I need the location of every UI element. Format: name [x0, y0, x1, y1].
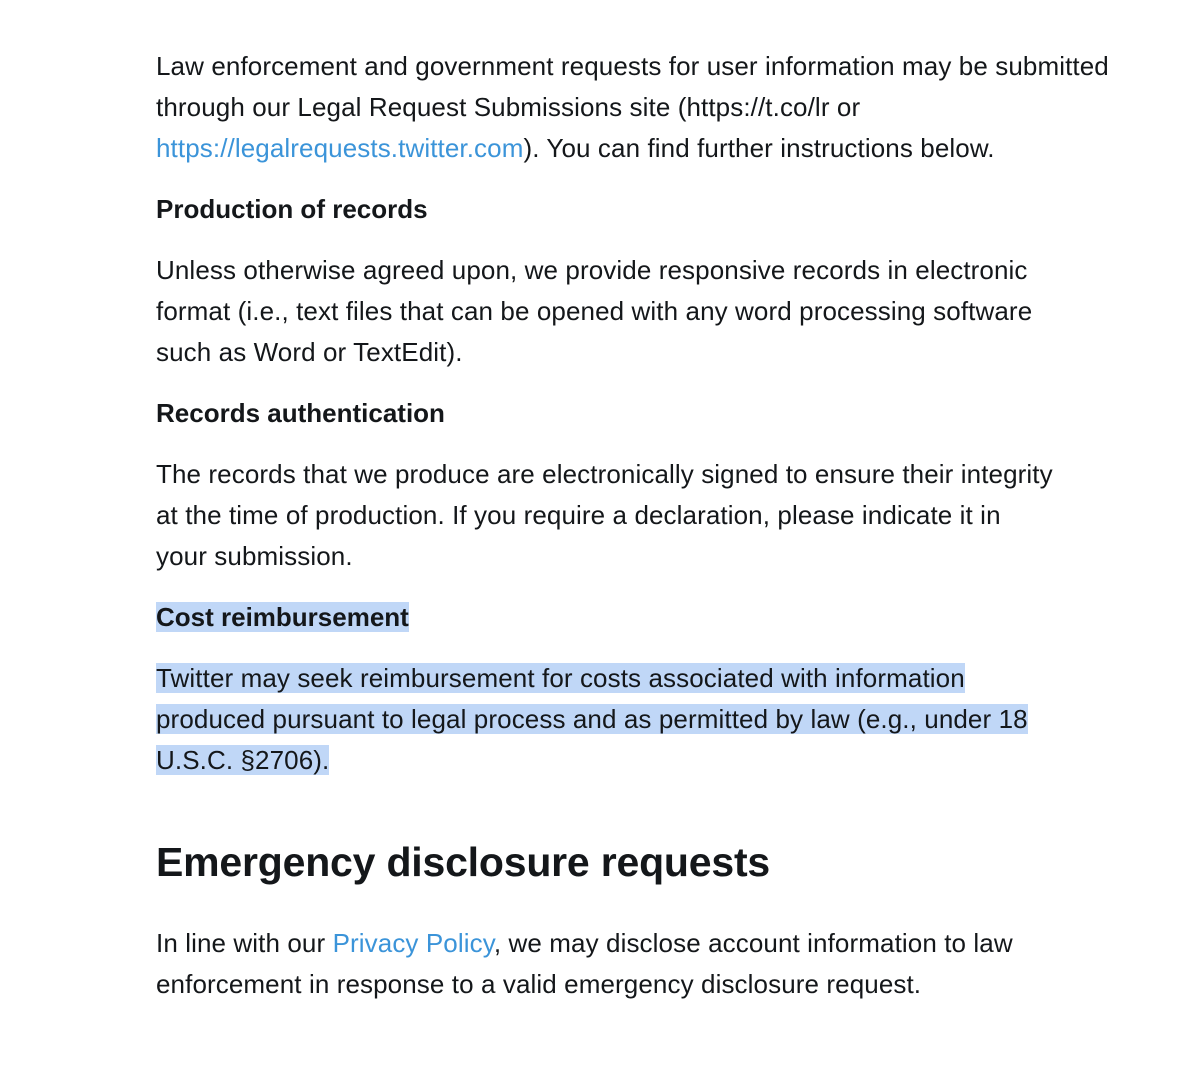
emergency-text-end: , we may disclose account information to law enforcement in response to a valid emergency disclosure request. [156, 928, 1013, 999]
production-heading: Production of records [156, 194, 428, 224]
authentication-paragraph: The records that we produce are electronically signed to ensure their integrity at the time of production. If you require a declaration, please indicate it in your submission. [156, 459, 1053, 571]
privacy-policy-link[interactable]: Privacy Policy [332, 928, 494, 958]
legal-requests-link[interactable]: https://legalrequests.twitter.com [156, 133, 524, 163]
authentication-heading: Records authentication [156, 398, 445, 428]
emergency-heading: Emergency disclosure requests [156, 839, 771, 885]
cost-paragraph-text: Twitter may seek reimbursement for costs associated with information produced pursuant to legal process and as permitted by law (e.g., under 18 U.S.C. §2706). [156, 663, 1028, 775]
production-paragraph: Unless otherwise agreed upon, we provide responsive records in electronic format (i.e., text files that can be opened with any word processing software such as Word or TextEdit). [156, 255, 1033, 367]
emergency-paragraph [156, 923, 1076, 1005]
article-content [156, 46, 1156, 1005]
emergency-text-start: In line with our [156, 928, 333, 958]
intro-text-end: ). You can find further instructions below. [523, 133, 995, 163]
intro-text-start: Law enforcement and government requests for user information may be submitted through our Legal Request Submissions site (https://t.co/lr or [156, 51, 1109, 122]
cost-heading-text: Cost reimbursement [156, 602, 409, 632]
intro-paragraph [156, 46, 1156, 169]
cost-paragraph [156, 658, 1066, 781]
cost-heading [156, 597, 1156, 638]
